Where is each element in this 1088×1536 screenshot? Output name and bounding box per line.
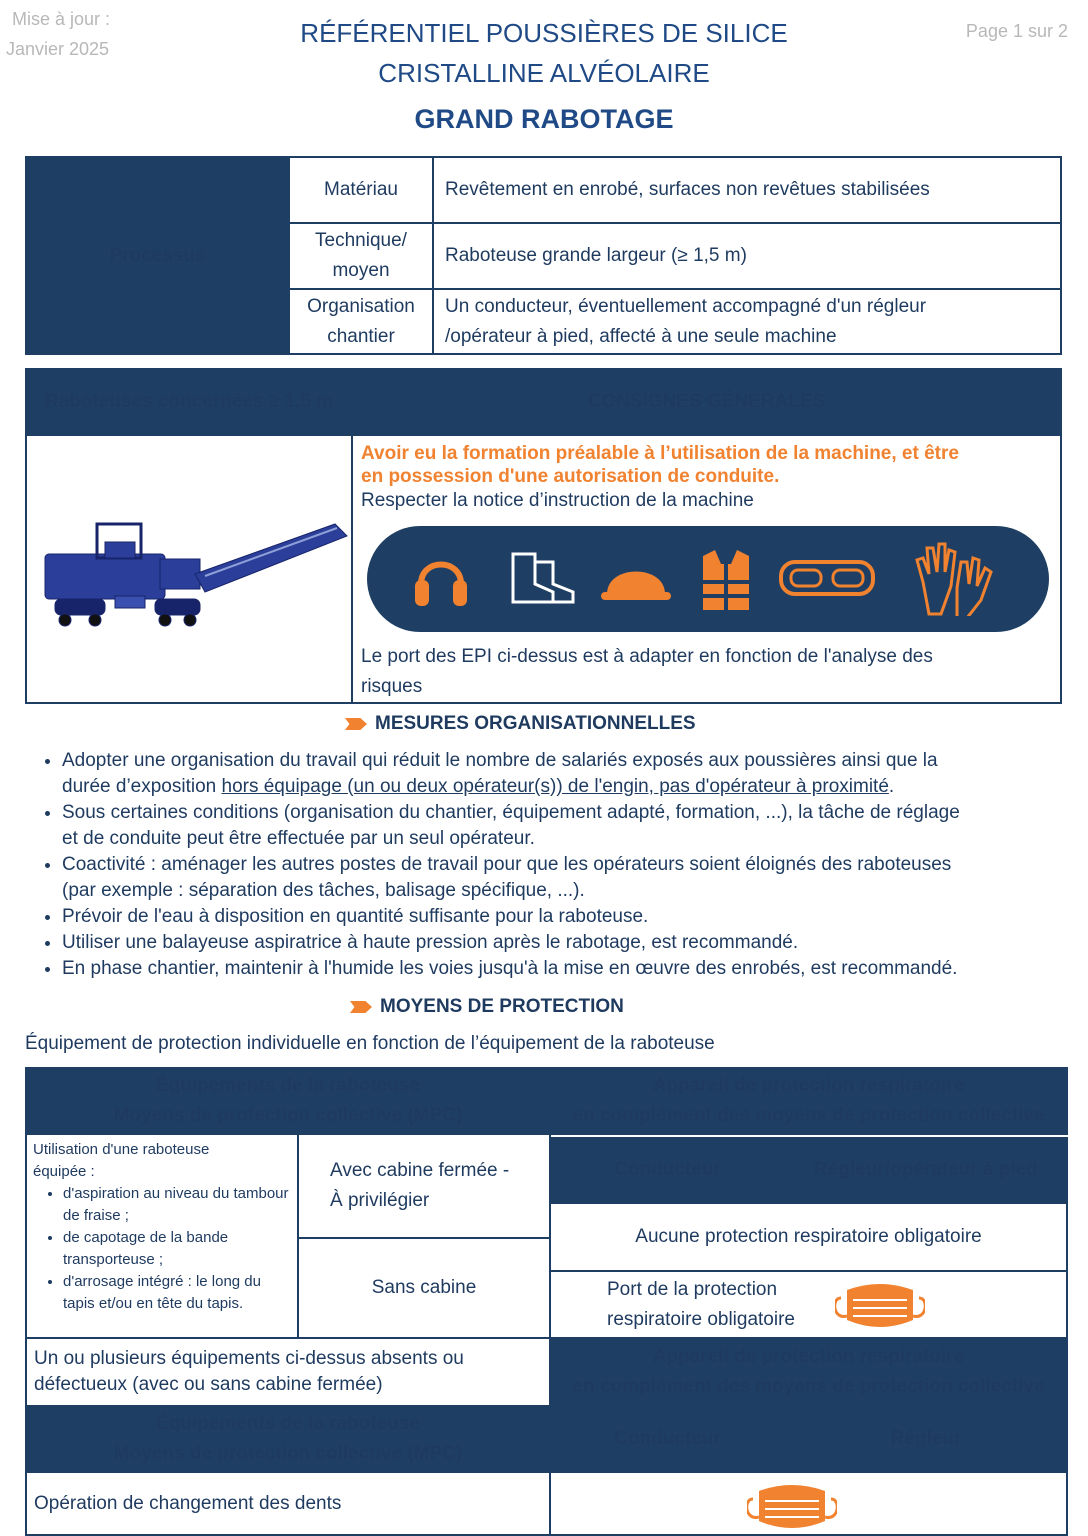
material-value: Revêtement en enrobé, surfaces non revêtues stabilisées [432, 156, 1062, 224]
teeth-change-cell: Opération de changement des dents [25, 1471, 551, 1536]
list-item: • Sous certaines conditions (organisation du chantier, équipement adapté, formation, ...), la tâche de réglage et de conduite peut être effectuée par un seul opérateur. [62, 800, 1066, 852]
mpc-header-2: Équipements de la raboteuse Moyens de protection collective (MPC) [25, 1405, 551, 1473]
page-subtitle: GRAND RABOTAGE [414, 104, 674, 134]
machine-image-cell [25, 434, 353, 704]
protection-heading: MOYENS DE PROTECTION [350, 996, 624, 1018]
update-date: Janvier 2025 [6, 39, 110, 59]
update-label: Mise à jour : [12, 9, 111, 29]
mesures-heading: MESURES ORGANISATIONNELLES [345, 713, 696, 735]
technique-value: Raboteuse grande largeur (≥ 1,5 m) [432, 222, 1062, 290]
technique-key: Technique/ moyen [288, 222, 434, 290]
process-label: Processus [25, 156, 290, 355]
list-item: • Utiliser une balayeuse aspiratrice à haute pression après le rabotage, est recommandé. [62, 930, 1066, 956]
apr-header-2: Appareil de protection respiratoire en complément des moyens de protection collective [549, 1337, 1068, 1407]
gloves-icon [913, 542, 1007, 616]
list-item: • Adopter une organisation du travail qui réduit le nombre de salariés exposés aux poussières ainsi que la durée d’exposition hors équipage (un ou deux opérateur(s)) de l'engin, pas d'opérateur à proximité. [62, 748, 1066, 800]
safety-boots-icon [505, 548, 579, 612]
missing-equipment-cell: Un ou plusieurs équipements ci-dessus absents ou défectueux (avec ou sans cabine fermée) [25, 1337, 551, 1407]
protection-intro: Équipement de protection individuelle en fonction de l’équipement de la raboteuse [25, 1033, 715, 1054]
face-mask-icon [747, 1481, 837, 1533]
organisation-key: Organisation chantier [288, 288, 434, 355]
page-title-line2: CRISTALLINE ALVÉOLAIRE [378, 58, 710, 88]
no-resp-cell: Aucune protection respiratoire obligatoire [549, 1202, 1068, 1272]
notice-instruction: Respecter la notice d’instruction de la machine [361, 490, 754, 511]
face-mask-icon [835, 1280, 925, 1332]
equipment-list-cell: Utilisation d'une raboteuse équipée : • d'aspiration au niveau du tambour de fraise ; • de capotage de la bande transporteuse ; • d'arrosage intégré : le long du tapis et/ou en tête du tapis. [25, 1133, 299, 1339]
setter-column-header: Régleur/opérateur à pied [784, 1137, 1068, 1202]
organisation-value: Un conducteur, éventuellement accompagné d'un régleur /opérateur à pied, affecté à une seule machine [432, 288, 1062, 355]
list-item: • d'arrosage intégré : le long du tapis et/ou en tête du tapis. [63, 1271, 291, 1315]
hard-hat-icon [599, 550, 673, 610]
page-indicator: Page 1 sur 2 [965, 21, 1068, 41]
mesures-list-container [26, 748, 1066, 982]
ppe-note: Le port des EPI ci-dessus est à adapter en fonction de l'analyse des risques [361, 646, 933, 697]
mesures-list [26, 748, 1066, 982]
setter-column-header-2: Régleur [784, 1405, 1068, 1473]
training-warning: Avoir eu la formation préalable à l’utilisation de la machine, et être en possession d'une autorisation de conduite. [361, 443, 959, 487]
list-item: • d'aspiration au niveau du tambour de fraise ; [63, 1183, 291, 1227]
cold-planer-machine-image [35, 514, 355, 644]
consignes-body [351, 434, 1062, 704]
arrow-right-icon [350, 1001, 372, 1013]
ear-protection-icon [409, 548, 473, 612]
ppe-banner [367, 526, 1049, 632]
no-cab-cell: Sans cabine [297, 1237, 551, 1339]
closed-cab-cell: Avec cabine fermée - À privilégier [297, 1133, 551, 1239]
equipment-list [33, 1183, 291, 1315]
page-title-line1: RÉFÉRENTIEL POUSSIÈRES DE SILICE [300, 18, 788, 48]
list-item: • Coactivité : aménager les autres postes de travail pour que les opérateurs soient éloignés des raboteuses (par exemple : séparation des tâches, balisage spécifique, ...). [62, 852, 1066, 904]
list-item: • de capotage de la bande transporteuse ; [63, 1227, 291, 1271]
arrow-right-icon [345, 718, 367, 730]
hi-vis-vest-icon [697, 546, 755, 614]
apr-header: Appareil de protection respiratoire en complément des moyens de protection collective [549, 1067, 1068, 1135]
teeth-change-mask-cell [549, 1471, 1068, 1536]
consignes-header: CONSIGNES GÉNÉRALES [351, 368, 1062, 436]
machines-header: Raboteuses concernées ≥ 1,5 m [25, 368, 353, 436]
driver-column-header-2: Conducteur [549, 1405, 786, 1473]
material-key: Matériau [288, 156, 434, 224]
safety-goggles-icon [777, 556, 877, 600]
resp-required-cell: Port de la protection respiratoire obligatoire [549, 1270, 1068, 1339]
list-item: • Prévoir de l'eau à disposition en quantité suffisante pour la raboteuse. [62, 904, 1066, 930]
driver-column-header: Conducteur [549, 1137, 786, 1202]
list-item: • En phase chantier, maintenir à l'humide les voies jusqu'à la mise en œuvre des enrobés, est recommandé. [62, 956, 1066, 982]
mpc-header: Équipements de la raboteuse Moyens de protection collective (MPC) [25, 1067, 551, 1135]
